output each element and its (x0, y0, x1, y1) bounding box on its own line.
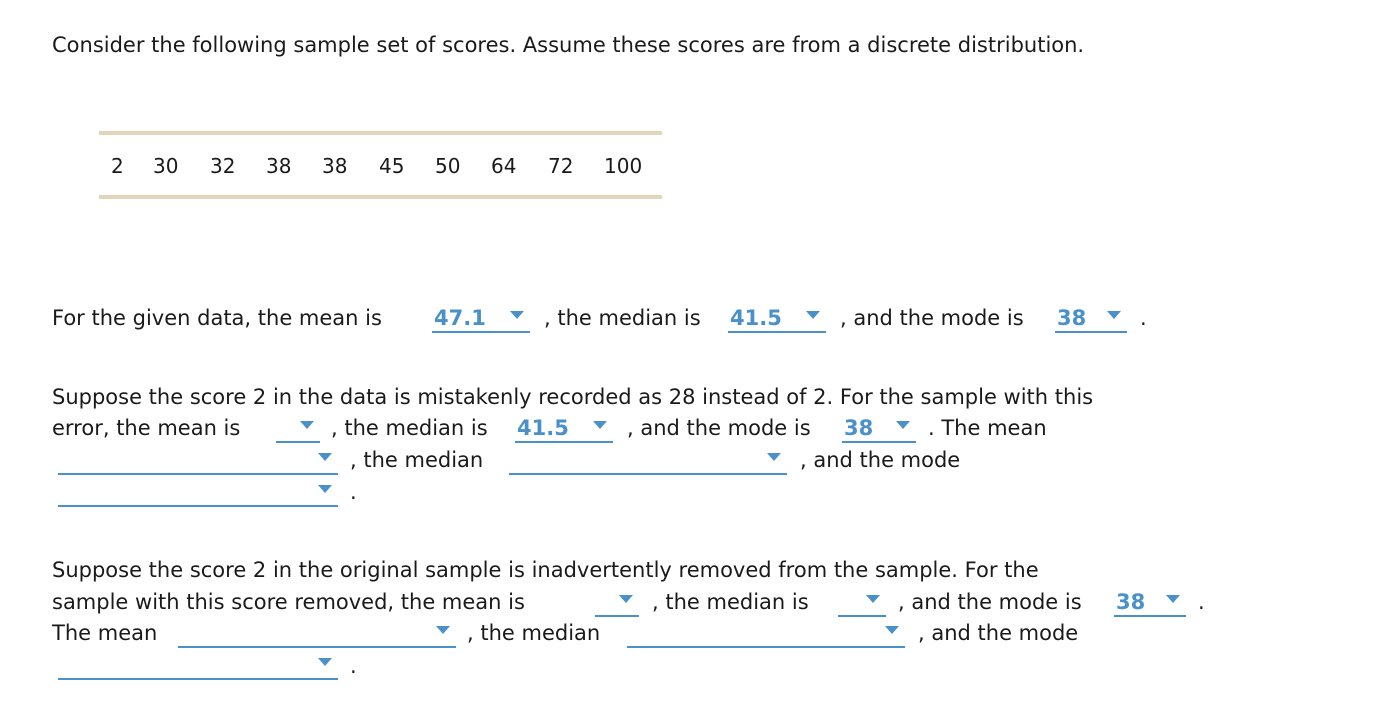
score-cell: 32 (210, 154, 236, 178)
q3-text-7: , the median (467, 621, 601, 645)
q2-mode-value: 38 (844, 416, 874, 440)
caret-down-icon (318, 658, 332, 666)
caret-down-icon (619, 595, 633, 603)
caret-down-icon (318, 453, 332, 461)
q1-text-4: . (1140, 306, 1147, 330)
q2-text-4: , and the mode is (627, 416, 811, 440)
q2-text-6: , the median (350, 448, 484, 472)
q1-text-3: , and the mode is (840, 306, 1024, 330)
q3-text-1: Suppose the score 2 in the original sample is inadvertently removed from the sample. For the (52, 558, 1039, 582)
q3-text-6: The mean (52, 621, 158, 645)
q3-mode-value: 38 (1116, 590, 1146, 614)
q3-median-dropdown[interactable] (838, 587, 886, 617)
q2-text-7: , and the mode (800, 448, 961, 472)
score-cell: 45 (379, 154, 405, 178)
q1-median-dropdown[interactable] (728, 303, 826, 333)
score-cell: 72 (548, 154, 574, 178)
table-bottom-rule (99, 195, 662, 199)
caret-down-icon (436, 626, 450, 634)
q2-mean-dropdown[interactable] (276, 413, 320, 443)
q3-text-4: , and the mode is (898, 590, 1082, 614)
score-cell: 30 (153, 154, 179, 178)
intro-text: Consider the following sample set of scores. Assume these scores are from a discrete distribution. (52, 33, 1085, 57)
q2-mode-change-dropdown[interactable] (58, 477, 338, 507)
scores-table (99, 131, 662, 199)
q2-median-value: 41.5 (517, 416, 569, 440)
caret-down-icon (300, 421, 314, 429)
q3-text-2: sample with this score removed, the mean is (52, 590, 525, 614)
q2-text-2: error, the mean is (52, 416, 241, 440)
q3-mode-change-dropdown[interactable] (58, 650, 338, 680)
q2-median-change-dropdown[interactable] (509, 445, 787, 475)
q3-mode-dropdown[interactable] (1114, 587, 1186, 617)
scores-row (99, 151, 662, 181)
score-cell: 38 (266, 154, 292, 178)
q3-median-change-dropdown[interactable] (627, 618, 905, 648)
q1-mean-dropdown[interactable] (432, 303, 530, 333)
q1-text-2: , the median is (544, 306, 701, 330)
q2-text-3: , the median is (331, 416, 488, 440)
q3-text-8: , and the mode (918, 621, 1079, 645)
q1-median-value: 41.5 (730, 306, 782, 330)
q3-text-5: . (1198, 590, 1205, 614)
caret-down-icon (806, 311, 820, 319)
q1-mode-value: 38 (1057, 306, 1087, 330)
q2-text-5: . The mean (928, 416, 1047, 440)
q2-median-dropdown[interactable] (515, 413, 613, 443)
table-top-rule (99, 131, 662, 135)
q2-text-1: Suppose the score 2 in the data is mistakenly recorded as 28 instead of 2. For the sample with this (52, 385, 1094, 409)
score-cell: 100 (604, 154, 643, 178)
caret-down-icon (1107, 311, 1121, 319)
q3-text-3: , the median is (652, 590, 809, 614)
q2-text-8: . (350, 480, 357, 504)
q1-mean-value: 47.1 (434, 306, 486, 330)
q2-mode-dropdown[interactable] (842, 413, 916, 443)
score-cell: 64 (491, 154, 517, 178)
q3-text-9: . (350, 654, 357, 678)
caret-down-icon (866, 595, 880, 603)
q3-mean-change-dropdown[interactable] (178, 618, 456, 648)
q1-mode-dropdown[interactable] (1055, 303, 1127, 333)
score-cell: 50 (435, 154, 461, 178)
q1-text-1: For the given data, the mean is (52, 306, 382, 330)
caret-down-icon (896, 421, 910, 429)
caret-down-icon (318, 485, 332, 493)
caret-down-icon (593, 421, 607, 429)
caret-down-icon (885, 626, 899, 634)
q2-mean-change-dropdown[interactable] (58, 445, 338, 475)
score-cell: 2 (111, 154, 124, 178)
q3-mean-dropdown[interactable] (595, 587, 639, 617)
caret-down-icon (510, 311, 524, 319)
caret-down-icon (1166, 595, 1180, 603)
score-cell: 38 (322, 154, 348, 178)
caret-down-icon (767, 453, 781, 461)
